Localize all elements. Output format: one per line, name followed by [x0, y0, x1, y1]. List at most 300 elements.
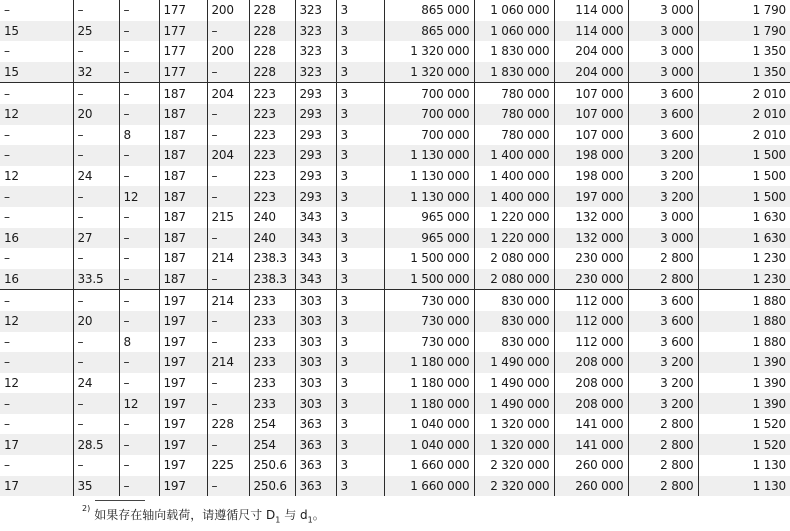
table-cell: 250.6 — [249, 476, 295, 497]
table-cell: 830 000 — [474, 332, 554, 353]
table-cell: 204 — [207, 145, 249, 166]
table-cell: – — [73, 393, 119, 414]
table-cell: 1 830 000 — [474, 41, 554, 62]
table-cell: – — [207, 186, 249, 207]
table-row — [0, 393, 790, 414]
table-cell: 197 — [159, 290, 207, 311]
table-cell: 254 — [249, 414, 295, 435]
table-cell: 3 — [336, 0, 384, 21]
table-cell: 293 — [295, 125, 336, 146]
footnote-text: 与 d — [280, 508, 308, 522]
table-cell: 3 000 — [628, 0, 698, 21]
table-cell: – — [119, 41, 159, 62]
table-cell: 865 000 — [384, 21, 474, 42]
table-cell: 1 500 000 — [384, 248, 474, 269]
table-cell: 3 — [336, 145, 384, 166]
table-cell: 3 200 — [628, 393, 698, 414]
table-cell: 1 350 — [698, 62, 790, 83]
table-cell: 3 600 — [628, 125, 698, 146]
table-cell: 177 — [159, 21, 207, 42]
table-cell: 1 880 — [698, 290, 790, 311]
table-cell: – — [73, 290, 119, 311]
table-cell: 3 — [336, 476, 384, 497]
table-cell: 865 000 — [384, 0, 474, 21]
table-cell: 12 — [4, 375, 19, 390]
table-cell: 215 — [207, 207, 249, 228]
table-cell: 225 — [207, 455, 249, 476]
table-cell: – — [4, 44, 10, 59]
table-cell: 3 — [336, 393, 384, 414]
table-cell: 197 — [159, 476, 207, 497]
table-cell: – — [119, 414, 159, 435]
table-cell: 2 800 — [628, 269, 698, 290]
table-cell: 1 320 000 — [384, 41, 474, 62]
table-cell: 230 000 — [554, 269, 628, 290]
table-row — [0, 311, 790, 332]
table-cell: 223 — [249, 83, 295, 104]
table-cell: 197 — [159, 332, 207, 353]
table-cell: – — [4, 3, 10, 18]
table-cell: 223 — [249, 186, 295, 207]
table-cell: 238.3 — [249, 269, 295, 290]
table-cell: – — [207, 434, 249, 455]
table-cell: 293 — [295, 83, 336, 104]
table-cell: 15 — [0, 21, 73, 42]
table-cell: 1 400 000 — [474, 186, 554, 207]
table-cell: 1 040 000 — [384, 434, 474, 455]
table-cell: 3 000 — [628, 41, 698, 62]
table-cell: 2 800 — [628, 248, 698, 269]
footnote-divider — [95, 500, 145, 501]
table-cell: 700 000 — [384, 104, 474, 125]
table-row — [0, 269, 790, 290]
table-row — [0, 104, 790, 125]
table-cell: 3 — [336, 290, 384, 311]
table-cell: 20 — [73, 311, 119, 332]
table-cell: 240 — [249, 228, 295, 249]
table-cell: 187 — [159, 145, 207, 166]
table-cell: 187 — [159, 83, 207, 104]
table-cell: 233 — [249, 311, 295, 332]
table-cell: 2 080 000 — [474, 248, 554, 269]
table-cell: 198 000 — [554, 166, 628, 187]
table-cell: 260 000 — [554, 455, 628, 476]
table-cell: 830 000 — [474, 290, 554, 311]
table-cell: 1 660 000 — [384, 455, 474, 476]
table-cell: 3 600 — [628, 104, 698, 125]
table-cell: 28.5 — [73, 434, 119, 455]
table-cell: 3 — [336, 186, 384, 207]
table-cell: – — [73, 186, 119, 207]
table-cell: 187 — [159, 228, 207, 249]
table-cell: 3 000 — [628, 62, 698, 83]
table-cell: 1 630 — [698, 207, 790, 228]
table-cell: 177 — [159, 62, 207, 83]
table-cell: 3 — [336, 228, 384, 249]
table-cell: 204 000 — [554, 62, 628, 83]
table-cell: 3 — [336, 332, 384, 353]
table-cell: 3 — [336, 41, 384, 62]
table-cell: 363 — [295, 476, 336, 497]
table-cell: 1 880 — [698, 332, 790, 353]
table-cell: 2 800 — [628, 455, 698, 476]
table-cell: 200 — [207, 0, 249, 21]
table-cell: 2 010 — [698, 104, 790, 125]
table-cell: 1 230 — [698, 269, 790, 290]
table-cell: – — [119, 290, 159, 311]
table-cell: – — [119, 476, 159, 497]
table-cell: – — [73, 248, 119, 269]
table-cell: 233 — [249, 352, 295, 373]
table-row — [0, 21, 790, 42]
table-cell: 1 060 000 — [474, 0, 554, 21]
table-cell: 1 040 000 — [384, 414, 474, 435]
table-cell: – — [207, 125, 249, 146]
footnote-marker: 2) — [82, 504, 91, 513]
table-cell: 228 — [249, 0, 295, 21]
table-cell: 303 — [295, 393, 336, 414]
table-cell: 17 — [0, 476, 73, 497]
table-cell: 187 — [159, 248, 207, 269]
table-cell: 228 — [249, 41, 295, 62]
table-cell: – — [4, 458, 10, 473]
table-cell: – — [0, 83, 73, 104]
table-cell: 3 — [336, 62, 384, 83]
table-cell: – — [207, 269, 249, 290]
table-cell: 965 000 — [384, 207, 474, 228]
table-cell: 3 200 — [628, 352, 698, 373]
table-cell: 1 660 000 — [384, 476, 474, 497]
table-cell: 343 — [295, 248, 336, 269]
table-cell: 293 — [295, 145, 336, 166]
table-row — [0, 290, 790, 311]
table-cell: 12 — [119, 186, 159, 207]
table-cell: 233 — [249, 373, 295, 394]
table-cell: 12 — [0, 311, 73, 332]
table-cell: – — [4, 210, 10, 225]
table-cell: 780 000 — [474, 104, 554, 125]
table-cell: 1 130 — [698, 476, 790, 497]
table-cell: 197 — [159, 352, 207, 373]
table-cell: 2 010 — [698, 125, 790, 146]
table-cell: 27 — [73, 228, 119, 249]
table-cell: 1 350 — [698, 41, 790, 62]
table-cell: 238.3 — [249, 248, 295, 269]
table-cell: 1 500 — [698, 166, 790, 187]
table-cell: 1 180 000 — [384, 352, 474, 373]
table-cell: – — [73, 83, 119, 104]
table-cell: 3 000 — [628, 228, 698, 249]
table-cell: 3 — [336, 352, 384, 373]
table-cell: – — [73, 125, 119, 146]
table-cell: 141 000 — [554, 434, 628, 455]
table-cell: 240 — [249, 207, 295, 228]
table-cell: 2 320 000 — [474, 455, 554, 476]
table-row — [0, 455, 790, 476]
table-cell: 12 — [119, 393, 159, 414]
table-cell: 1 130 — [698, 455, 790, 476]
table-cell: 1 400 000 — [474, 145, 554, 166]
table-cell: 1 520 — [698, 434, 790, 455]
table-cell: 132 000 — [554, 207, 628, 228]
table-row — [0, 414, 790, 435]
table-cell: 2 080 000 — [474, 269, 554, 290]
table-cell: 303 — [295, 311, 336, 332]
table-cell: 1 500 — [698, 145, 790, 166]
table-row — [0, 0, 790, 21]
table-cell: 323 — [295, 41, 336, 62]
table-cell: 197 — [159, 434, 207, 455]
table-cell: 24 — [73, 166, 119, 187]
table-cell: 303 — [295, 290, 336, 311]
table-cell: 2 800 — [628, 414, 698, 435]
table-cell: 114 000 — [554, 21, 628, 42]
table-cell: 3 — [336, 125, 384, 146]
table-cell: 16 — [0, 228, 73, 249]
footnote-subscript: 1 — [275, 515, 281, 525]
table-cell: 223 — [249, 125, 295, 146]
table-row — [0, 83, 790, 104]
table-cell: – — [119, 0, 159, 21]
table-cell: 228 — [249, 21, 295, 42]
table-cell: 1 490 000 — [474, 373, 554, 394]
table-cell: 3 600 — [628, 332, 698, 353]
table-cell: 254 — [249, 434, 295, 455]
table-cell: 303 — [295, 352, 336, 373]
table-cell: – — [119, 83, 159, 104]
table-cell: 187 — [159, 269, 207, 290]
table-cell: – — [73, 455, 119, 476]
table-cell: 107 000 — [554, 83, 628, 104]
table-cell: 112 000 — [554, 332, 628, 353]
table-cell: 187 — [159, 104, 207, 125]
table-cell: – — [119, 373, 159, 394]
table-cell: 3 — [336, 434, 384, 455]
table-cell: 1 390 — [698, 373, 790, 394]
table-cell: 197 — [159, 311, 207, 332]
table-row — [0, 125, 790, 146]
table-cell: 730 000 — [384, 332, 474, 353]
table-cell: 1 830 000 — [474, 62, 554, 83]
table-cell: 293 — [295, 186, 336, 207]
table-cell: – — [119, 166, 159, 187]
table-cell: 965 000 — [384, 228, 474, 249]
table-cell: – — [4, 417, 10, 432]
table-cell: 3 200 — [628, 166, 698, 187]
table-cell: 3 — [336, 104, 384, 125]
table-cell: 3 200 — [628, 373, 698, 394]
table-cell: 3 200 — [628, 145, 698, 166]
table-cell: 1 130 000 — [384, 166, 474, 187]
table-cell: 2 320 000 — [474, 476, 554, 497]
table-cell: – — [207, 332, 249, 353]
table-cell: 250.6 — [249, 455, 295, 476]
table-cell: 343 — [295, 228, 336, 249]
table-cell: – — [207, 393, 249, 414]
table-cell: 8 — [119, 125, 159, 146]
table-cell: 343 — [295, 269, 336, 290]
table-cell: 830 000 — [474, 311, 554, 332]
table-cell: 187 — [159, 125, 207, 146]
table-cell: 20 — [73, 104, 119, 125]
table-cell: 1 220 000 — [474, 228, 554, 249]
table-cell: 233 — [249, 290, 295, 311]
table-cell: 303 — [295, 373, 336, 394]
table-row — [0, 207, 790, 228]
table-cell: 197 000 — [554, 186, 628, 207]
table-cell: 197 — [159, 373, 207, 394]
table-cell: – — [207, 166, 249, 187]
table-cell: – — [207, 373, 249, 394]
table-cell: 293 — [295, 104, 336, 125]
table-cell: 3 — [336, 248, 384, 269]
table-cell: 730 000 — [384, 290, 474, 311]
footnote-text: 。 — [312, 508, 325, 522]
table-cell: 228 — [249, 62, 295, 83]
table-cell: 230 000 — [554, 248, 628, 269]
table-cell: 1 320 000 — [384, 62, 474, 83]
table-cell: 24 — [73, 373, 119, 394]
table-cell: 12 — [4, 169, 19, 184]
table-cell: 3 200 — [628, 186, 698, 207]
table-cell: 3 — [336, 373, 384, 394]
footnote-subscript: 1 — [307, 515, 313, 525]
table-cell: 187 — [159, 166, 207, 187]
table-cell: 343 — [295, 207, 336, 228]
table-cell: 132 000 — [554, 228, 628, 249]
table-cell: 3 — [336, 455, 384, 476]
table-cell: – — [0, 352, 73, 373]
table-cell: 1 630 — [698, 228, 790, 249]
table-cell: 16 — [0, 269, 73, 290]
table-row — [0, 186, 790, 207]
table-row — [0, 332, 790, 353]
table-cell: – — [119, 269, 159, 290]
footnote — [82, 506, 325, 524]
table-cell: 323 — [295, 21, 336, 42]
table-cell: 33.5 — [73, 269, 119, 290]
table-cell: – — [119, 207, 159, 228]
table-cell: 1 320 000 — [474, 414, 554, 435]
table-cell: 197 — [159, 455, 207, 476]
table-cell: 1 130 000 — [384, 145, 474, 166]
table-cell: – — [207, 476, 249, 497]
table-row — [0, 62, 790, 83]
table-row — [0, 145, 790, 166]
table-cell: 700 000 — [384, 83, 474, 104]
table-cell: – — [207, 228, 249, 249]
table-cell: 323 — [295, 0, 336, 21]
table-cell: 1 320 000 — [474, 434, 554, 455]
table-cell: – — [119, 62, 159, 83]
table-cell: 3 000 — [628, 207, 698, 228]
table-cell: 208 000 — [554, 373, 628, 394]
table-cell: 15 — [0, 62, 73, 83]
table-cell: – — [4, 334, 10, 349]
table-cell: – — [0, 290, 73, 311]
table-cell: – — [0, 186, 73, 207]
table-cell: 107 000 — [554, 125, 628, 146]
table-cell: 114 000 — [554, 0, 628, 21]
table-cell: 3 000 — [628, 21, 698, 42]
table-cell: – — [207, 104, 249, 125]
table-cell: 1 220 000 — [474, 207, 554, 228]
table-cell: 363 — [295, 414, 336, 435]
table-cell: 198 000 — [554, 145, 628, 166]
table-row — [0, 166, 790, 187]
table-cell: 1 490 000 — [474, 352, 554, 373]
table-row — [0, 352, 790, 373]
table-cell: 1 390 — [698, 393, 790, 414]
table-cell: 112 000 — [554, 311, 628, 332]
table-cell: – — [207, 62, 249, 83]
table-cell: 204 — [207, 83, 249, 104]
table-cell: 3 — [336, 21, 384, 42]
table-cell: 3 — [336, 269, 384, 290]
table-cell: – — [119, 248, 159, 269]
table-cell: 1 880 — [698, 311, 790, 332]
table-cell: 233 — [249, 393, 295, 414]
table-cell: 1 180 000 — [384, 373, 474, 394]
table-cell: 197 — [159, 393, 207, 414]
table-cell: 2 800 — [628, 434, 698, 455]
table-cell: 1 060 000 — [474, 21, 554, 42]
table-cell: – — [207, 21, 249, 42]
table-cell: 1 400 000 — [474, 166, 554, 187]
table-cell: 208 000 — [554, 393, 628, 414]
table-cell: 780 000 — [474, 125, 554, 146]
table-cell: 3 — [336, 166, 384, 187]
table-cell: 3 — [336, 207, 384, 228]
table-cell: 177 — [159, 0, 207, 21]
table-cell: 1 790 — [698, 0, 790, 21]
table-cell: 1 490 000 — [474, 393, 554, 414]
table-cell: – — [119, 104, 159, 125]
table-cell: 303 — [295, 332, 336, 353]
table-cell: 1 180 000 — [384, 393, 474, 414]
table-cell: – — [73, 207, 119, 228]
table-cell: 233 — [249, 332, 295, 353]
table-row — [0, 41, 790, 62]
table-cell: 35 — [73, 476, 119, 497]
table-cell: – — [73, 414, 119, 435]
table-cell: – — [119, 434, 159, 455]
table-cell: 197 — [159, 414, 207, 435]
table-cell: 2 010 — [698, 83, 790, 104]
table-cell: 1 500 — [698, 186, 790, 207]
table-cell: 17 — [0, 434, 73, 455]
table-cell: 3 — [336, 311, 384, 332]
table-cell: 1 390 — [698, 352, 790, 373]
table-cell: 1 500 000 — [384, 269, 474, 290]
table-cell: – — [0, 145, 73, 166]
table-cell: 141 000 — [554, 414, 628, 435]
footnote-text: 如果存在轴向载荷，请遵循尺寸 D — [94, 508, 276, 522]
table-cell: 2 800 — [628, 476, 698, 497]
table-cell: 8 — [119, 332, 159, 353]
table-row — [0, 373, 790, 394]
table-cell: 107 000 — [554, 104, 628, 125]
table-row — [0, 476, 790, 497]
table-cell: 3 600 — [628, 83, 698, 104]
table-cell: 3 — [336, 83, 384, 104]
table-cell: – — [119, 311, 159, 332]
table-cell: 200 — [207, 41, 249, 62]
table-cell: 700 000 — [384, 125, 474, 146]
table-cell: 1 790 — [698, 21, 790, 42]
table-cell: 1 130 000 — [384, 186, 474, 207]
table-cell: 187 — [159, 186, 207, 207]
